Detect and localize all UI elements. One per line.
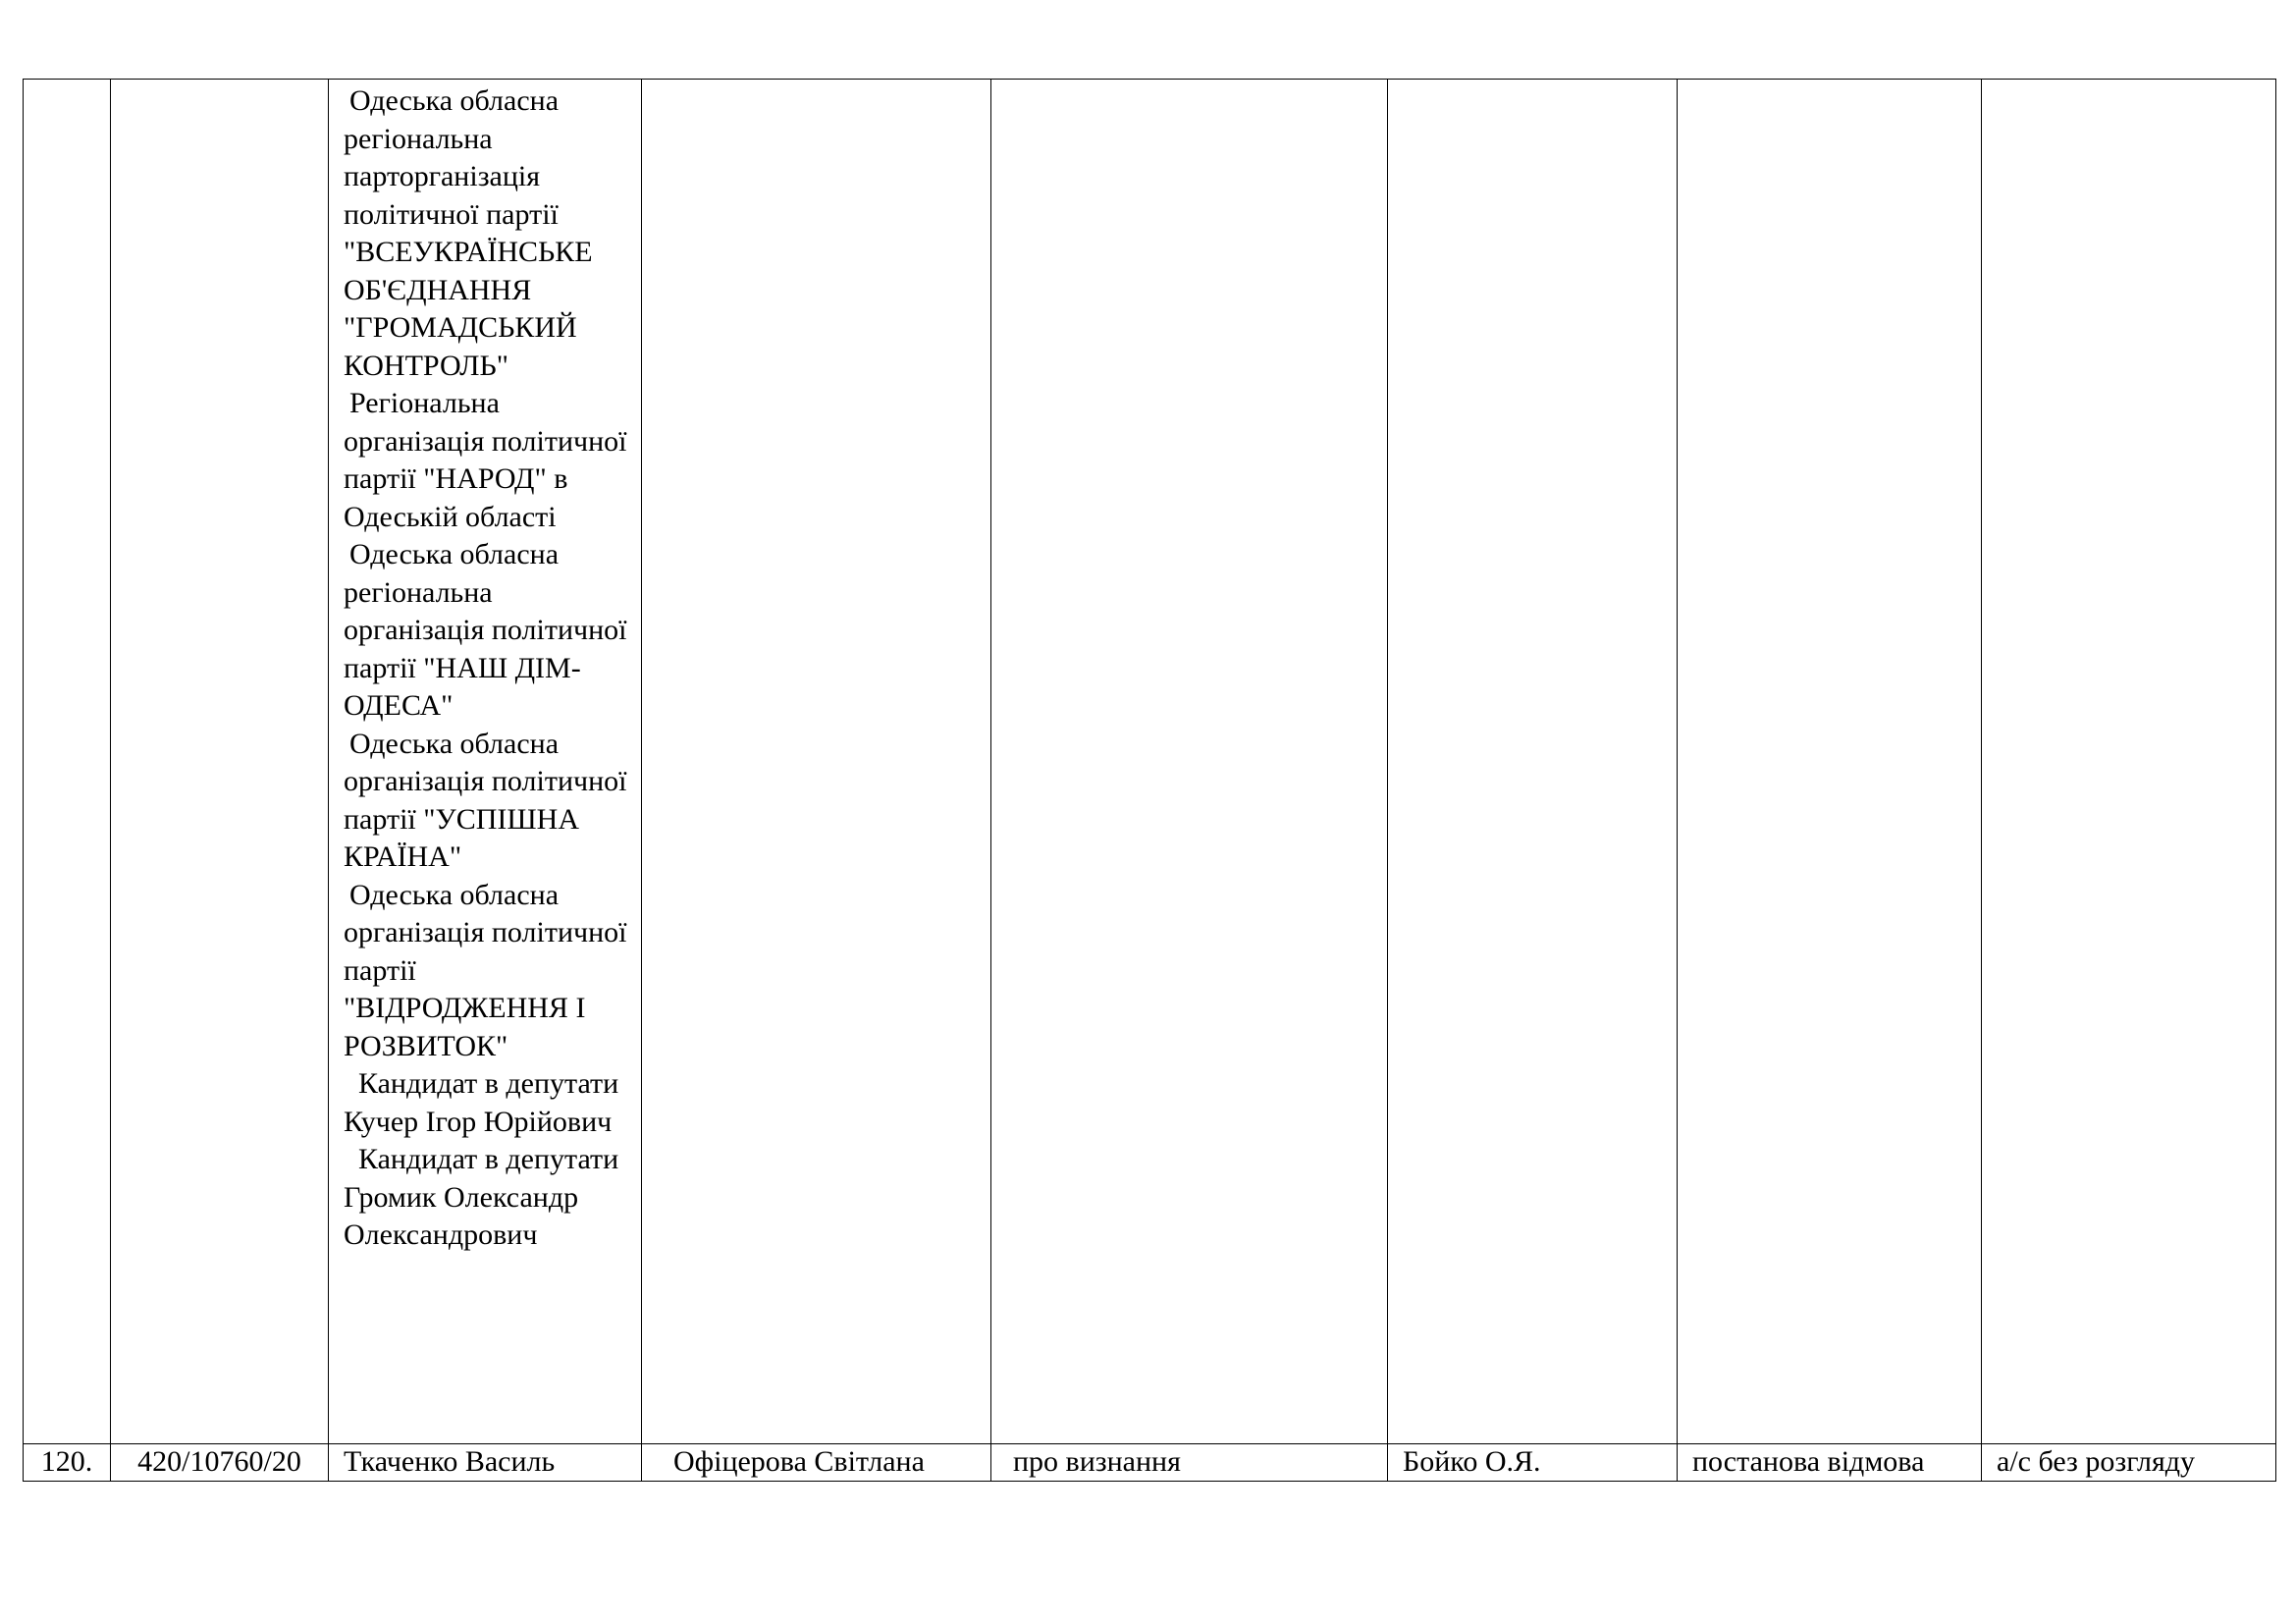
party-entry: Кандидат в депутати Кучер Ігор Юрійович (344, 1067, 619, 1138)
cell-plaintiff: Офіцерова Світлана (642, 1444, 991, 1482)
cell-appeal-empty (1982, 80, 2276, 1444)
party-entry: Одеська обласна організація політичної партії "УСПІШНА КРАЇНА" (344, 727, 627, 873)
cell-case-number-empty (111, 80, 329, 1444)
party-entry: Регіональна організація політичної партії "НАРОД" в Одеській області (344, 387, 627, 533)
cell-decision: постанова відмова (1678, 1444, 1982, 1482)
cell-subject-empty (991, 80, 1388, 1444)
party-entry: Одеська обласна регіональна парторганізація політичної партії "ВСЕУКРАЇНСЬКЕ ОБ'ЄДНАННЯ "ГРОМАДСЬКИЙ КОНТРОЛЬ" (344, 84, 593, 382)
cell-judge: Бойко О.Я. (1388, 1444, 1678, 1482)
cell-number: 120. (24, 1444, 111, 1482)
table-row-continued (24, 80, 2276, 1444)
cell-subject: про визнання (991, 1444, 1388, 1482)
cell-case-number: 420/10760/20 (111, 1444, 329, 1482)
party-entry: Одеська обласна організація політичної партії "ВІДРОДЖЕННЯ І РОЗВИТОК" (344, 878, 627, 1062)
cell-party: Ткаченко Василь (329, 1444, 642, 1482)
party-entry: Кандидат в депутати Громик Олександр Олександрович (344, 1143, 619, 1251)
party-entry: Одеська обласна регіональна організація політичної партії "НАШ ДІМ-ОДЕСА" (344, 538, 627, 722)
cell-decision-empty (1678, 80, 1982, 1444)
cell-judge-empty (1388, 80, 1678, 1444)
cases-table (23, 79, 2276, 1482)
cell-number-empty (24, 80, 111, 1444)
cell-appeal: а/с без розгляду (1982, 1444, 2276, 1482)
table-row (24, 1444, 2276, 1482)
cell-parties-list (329, 80, 642, 1444)
cell-plaintiff-empty (642, 80, 991, 1444)
